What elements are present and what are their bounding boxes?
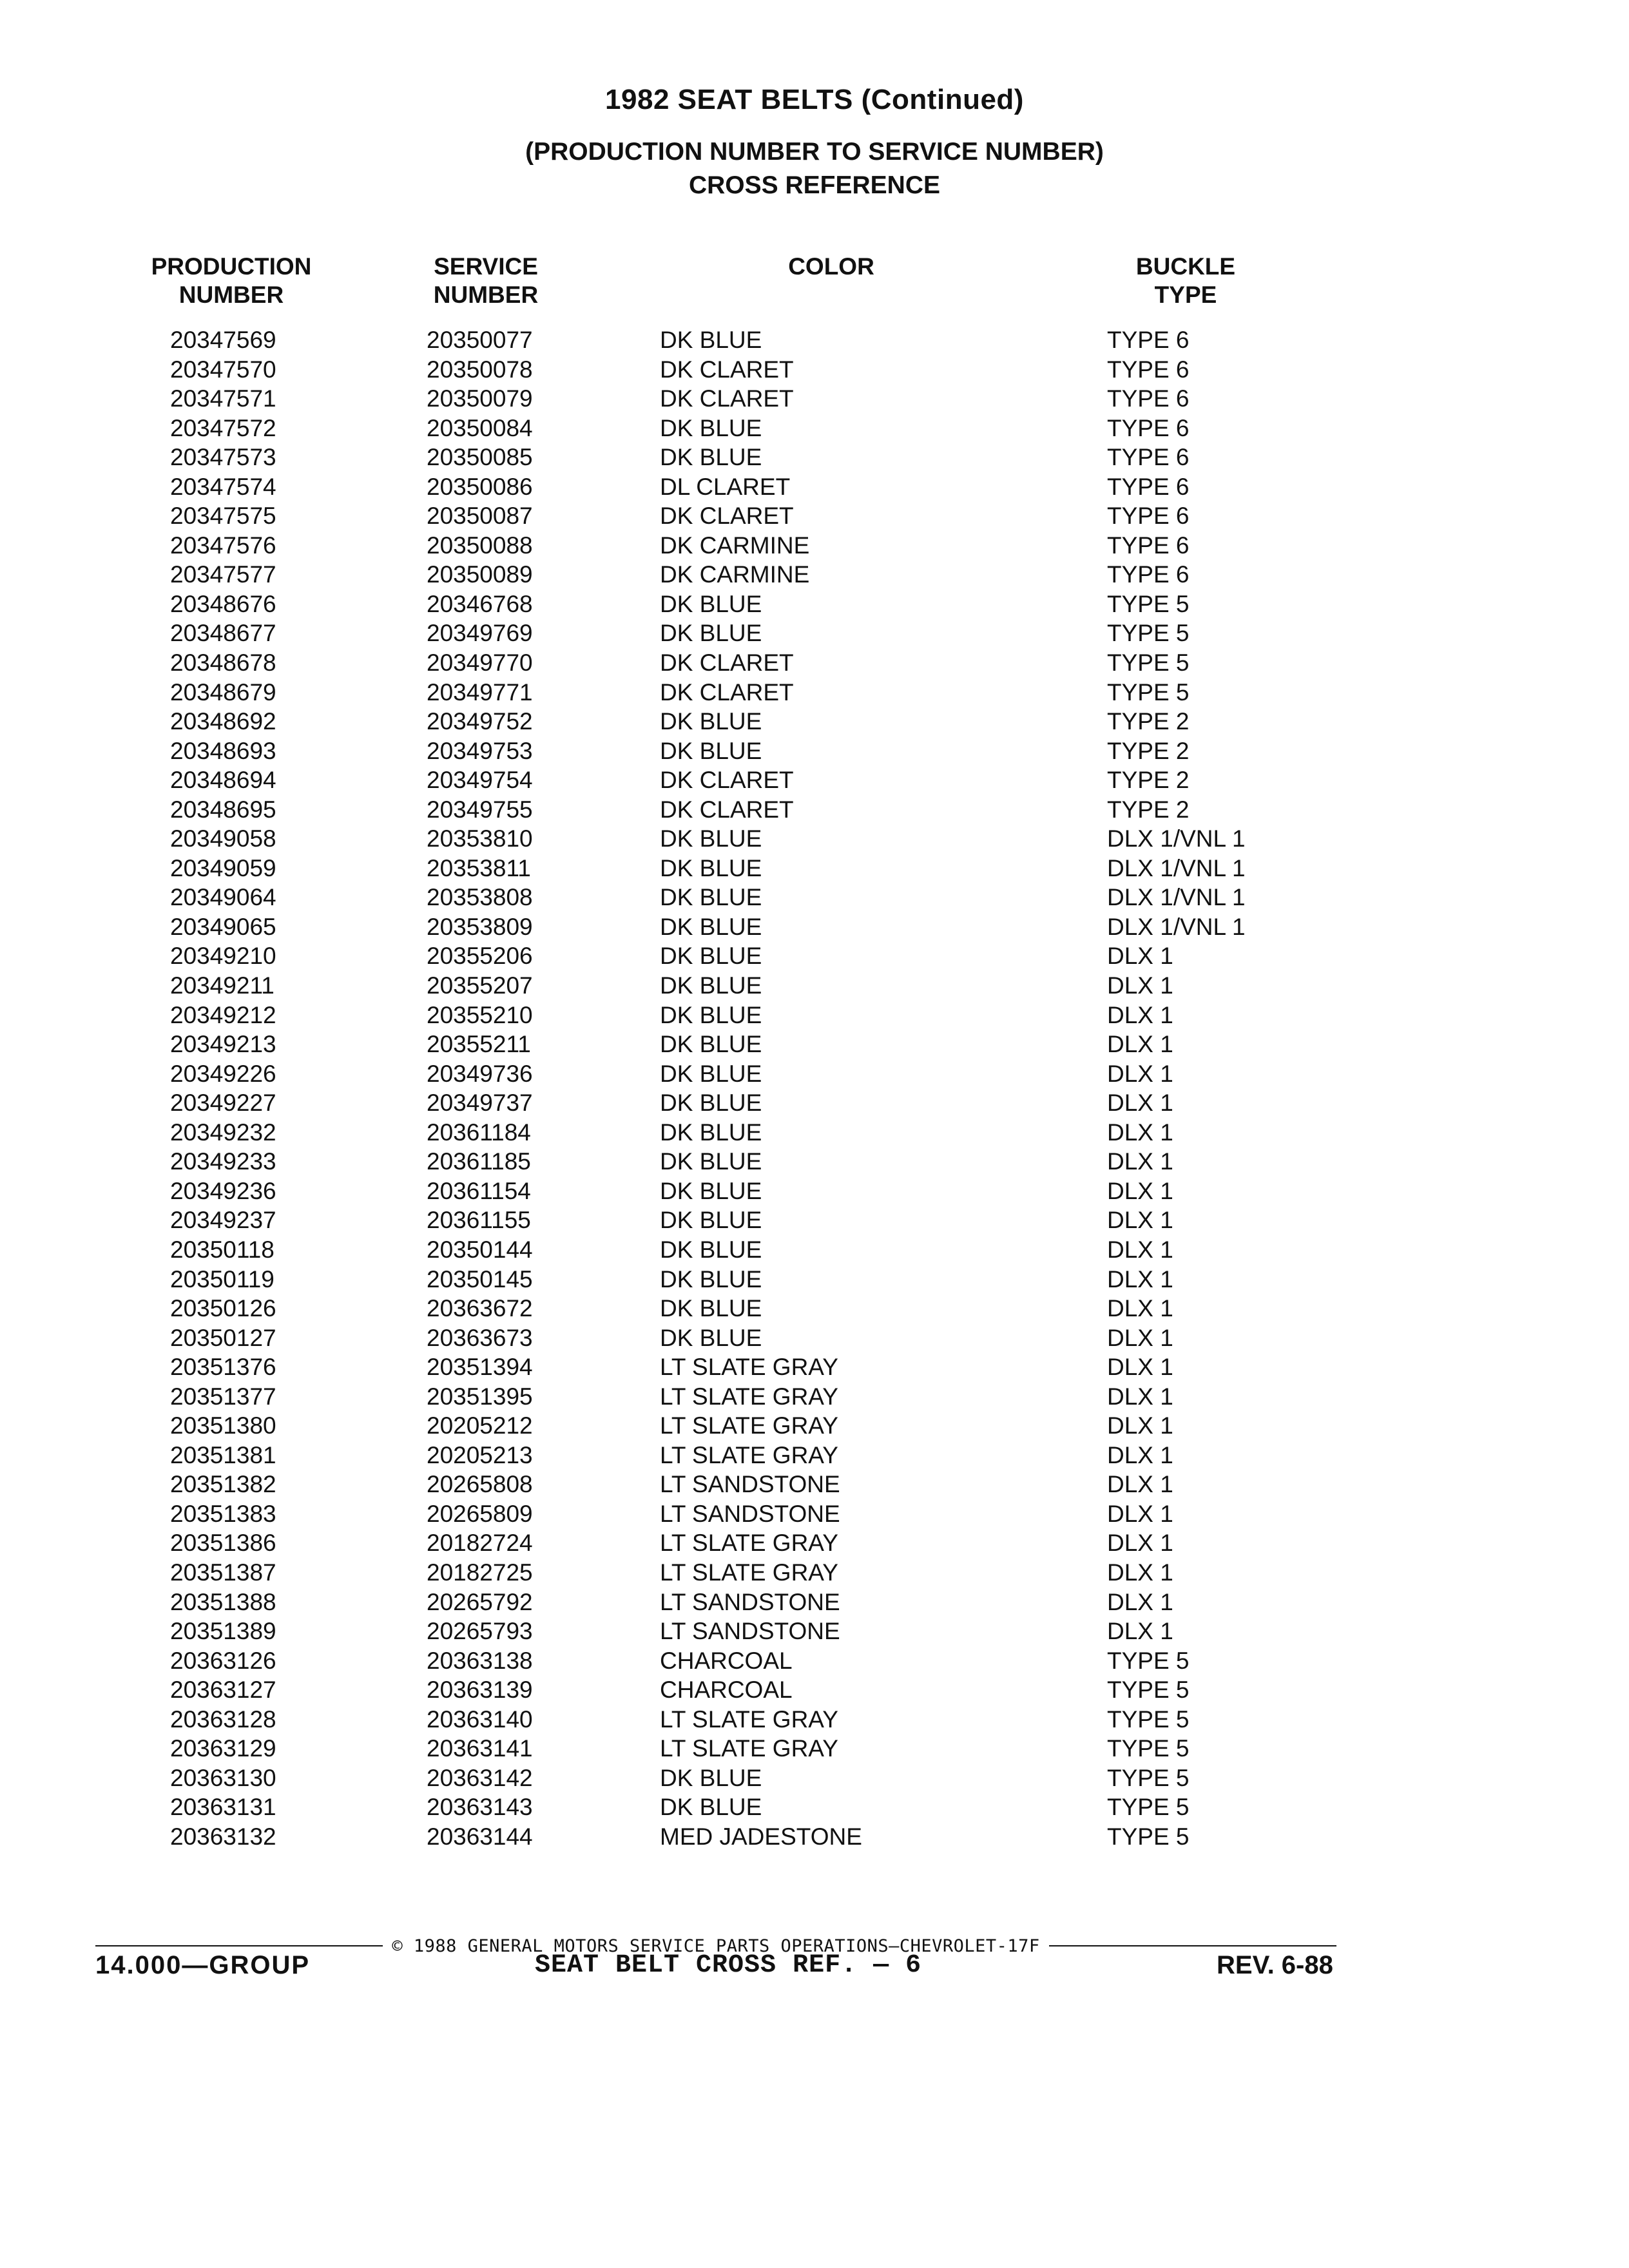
- production-number-cell: 20347575: [170, 503, 276, 530]
- buckle-type-cell: TYPE 5: [1107, 649, 1190, 677]
- color-cell: DK BLUE: [660, 1148, 762, 1175]
- service-number-cell: 20349736: [427, 1060, 533, 1087]
- buckle-type-cell: DLX 1: [1107, 1383, 1173, 1410]
- buckle-type-cell: TYPE 6: [1107, 444, 1190, 471]
- buckle-type-cell: DLX 1: [1107, 1412, 1173, 1439]
- production-number-cell: 20349212: [170, 1001, 276, 1028]
- table-row: [0, 531, 1629, 561]
- header-buckle-line-2: TYPE: [1154, 282, 1217, 308]
- header-service-number: [396, 253, 576, 309]
- production-number-cell: 20349213: [170, 1031, 276, 1058]
- color-cell: DK BLUE: [660, 1177, 762, 1204]
- table-row: [0, 1265, 1629, 1294]
- table-row: [0, 414, 1629, 443]
- color-cell: DK BLUE: [660, 708, 762, 735]
- header-production-number: [138, 253, 325, 309]
- buckle-type-cell: TYPE 5: [1107, 678, 1190, 706]
- service-number-cell: 20349752: [427, 708, 533, 735]
- production-number-cell: 20347576: [170, 532, 276, 559]
- service-number-cell: 20350089: [427, 561, 533, 588]
- service-number-cell: 20351394: [427, 1354, 533, 1381]
- service-number-cell: 20355207: [427, 972, 533, 999]
- color-cell: DK CARMINE: [660, 532, 810, 559]
- service-number-cell: 20346768: [427, 590, 533, 617]
- service-number-cell: 20363138: [427, 1647, 533, 1674]
- buckle-type-cell: TYPE 6: [1107, 327, 1190, 353]
- color-cell: MED JADESTONE: [660, 1823, 862, 1850]
- service-number-cell: 20349770: [427, 649, 533, 677]
- production-number-cell: 20363130: [170, 1764, 276, 1791]
- production-number-cell: 20351377: [170, 1383, 276, 1410]
- color-cell: DK BLUE: [660, 884, 762, 911]
- production-number-cell: 20347573: [170, 444, 276, 471]
- service-number-cell: 20350085: [427, 444, 533, 471]
- buckle-type-cell: DLX 1: [1107, 1236, 1173, 1263]
- color-cell: DK BLUE: [660, 620, 762, 647]
- table-row: [0, 1088, 1629, 1118]
- production-number-cell: 20349059: [170, 854, 276, 881]
- service-number-cell: 20355211: [427, 1031, 531, 1058]
- production-number-cell: 20363129: [170, 1735, 276, 1762]
- buckle-type-cell: DLX 1: [1107, 1354, 1173, 1381]
- service-number-cell: 20350086: [427, 473, 533, 500]
- service-number-cell: 20350145: [427, 1265, 533, 1293]
- table-row: [0, 648, 1629, 678]
- buckle-type-cell: TYPE 6: [1107, 503, 1190, 530]
- buckle-type-cell: DLX 1: [1107, 1119, 1173, 1146]
- service-number-cell: 20363142: [427, 1764, 533, 1791]
- service-number-cell: 20363144: [427, 1823, 533, 1850]
- service-number-cell: 20350087: [427, 503, 533, 530]
- table-row: [0, 1118, 1629, 1148]
- table-row: [0, 560, 1629, 590]
- table-row: [0, 1294, 1629, 1323]
- production-number-cell: 20351382: [170, 1471, 276, 1498]
- table-row: [0, 1177, 1629, 1206]
- buckle-type-cell: DLX 1: [1107, 1500, 1173, 1527]
- service-number-cell: 20349771: [427, 678, 533, 706]
- service-number-cell: 20350079: [427, 385, 533, 412]
- table-row: [0, 501, 1629, 531]
- service-number-cell: 20353811: [427, 854, 531, 881]
- table-row: [0, 1030, 1629, 1059]
- color-cell: DK BLUE: [660, 825, 762, 852]
- color-cell: LT SANDSTONE: [660, 1500, 840, 1527]
- service-number-cell: 20363143: [427, 1794, 533, 1821]
- service-number-cell: 20350077: [427, 327, 533, 353]
- service-number-cell: 20353810: [427, 825, 533, 852]
- service-number-cell: 20363673: [427, 1324, 533, 1351]
- buckle-type-cell: TYPE 5: [1107, 1706, 1190, 1733]
- color-cell: LT SLATE GRAY: [660, 1354, 838, 1381]
- buckle-type-cell: DLX 1: [1107, 1060, 1173, 1087]
- table-row: [0, 1059, 1629, 1089]
- production-number-cell: 20351380: [170, 1412, 276, 1439]
- footer-revision: REV. 6-88: [1217, 1951, 1333, 1979]
- color-cell: DK BLUE: [660, 943, 762, 970]
- table-row: [0, 1705, 1629, 1735]
- production-number-cell: 20348677: [170, 620, 276, 647]
- buckle-type-cell: TYPE 5: [1107, 1794, 1190, 1821]
- header-buckle-line-1: BUCKLE: [1135, 253, 1236, 280]
- table-row: [0, 619, 1629, 648]
- production-number-cell: 20350127: [170, 1324, 276, 1351]
- production-number-cell: 20351388: [170, 1588, 276, 1615]
- header-service-line-1: SERVICE: [434, 253, 538, 280]
- color-cell: DK CLARET: [660, 767, 794, 794]
- buckle-type-cell: DLX 1: [1107, 1207, 1173, 1234]
- table-row: [0, 1382, 1629, 1412]
- page-title: 1982 SEAT BELTS (Continued): [605, 84, 1024, 115]
- color-cell: LT SLATE GRAY: [660, 1559, 838, 1586]
- service-number-cell: 20205212: [427, 1412, 533, 1439]
- color-cell: DK CLARET: [660, 503, 794, 530]
- production-number-cell: 20350119: [170, 1265, 275, 1293]
- table-row: [0, 384, 1629, 414]
- service-number-cell: 20363140: [427, 1706, 533, 1733]
- service-number-cell: 20361155: [427, 1207, 531, 1234]
- production-number-cell: 20349065: [170, 913, 276, 940]
- table-row: [0, 883, 1629, 912]
- service-number-cell: 20355210: [427, 1001, 533, 1028]
- buckle-type-cell: DLX 1: [1107, 1265, 1173, 1293]
- buckle-type-cell: TYPE 5: [1107, 590, 1190, 617]
- production-number-cell: 20363132: [170, 1823, 276, 1850]
- subtitle-line-2: CROSS REFERENCE: [688, 171, 941, 199]
- production-number-cell: 20363127: [170, 1677, 276, 1704]
- color-cell: DK BLUE: [660, 737, 762, 764]
- production-number-cell: 20347572: [170, 414, 276, 441]
- buckle-type-cell: TYPE 5: [1107, 620, 1190, 647]
- table-row: [0, 325, 1629, 355]
- table-row: [0, 678, 1629, 707]
- table-row: [0, 795, 1629, 825]
- color-cell: DK BLUE: [660, 1001, 762, 1028]
- service-number-cell: 20205213: [427, 1441, 533, 1468]
- color-cell: DK BLUE: [660, 1060, 762, 1087]
- buckle-type-cell: DLX 1: [1107, 1588, 1173, 1615]
- table-row: [0, 1792, 1629, 1822]
- footer-section: SEAT BELT CROSS REF. — 6: [535, 1951, 922, 1980]
- color-cell: DK CLARET: [660, 796, 794, 823]
- color-cell: DK CLARET: [660, 678, 794, 706]
- service-number-cell: 20349753: [427, 737, 533, 764]
- table-row: [0, 736, 1629, 766]
- table-row: [0, 1499, 1629, 1529]
- production-number-cell: 20363128: [170, 1706, 276, 1733]
- color-cell: DK BLUE: [660, 1764, 762, 1791]
- buckle-type-cell: TYPE 5: [1107, 1823, 1190, 1850]
- buckle-type-cell: TYPE 6: [1107, 414, 1190, 441]
- production-number-cell: 20351386: [170, 1530, 276, 1557]
- buckle-type-cell: DLX 1: [1107, 1295, 1173, 1322]
- color-cell: LT SLATE GRAY: [660, 1735, 838, 1762]
- buckle-type-cell: TYPE 6: [1107, 356, 1190, 383]
- color-cell: DK BLUE: [660, 1090, 762, 1117]
- service-number-cell: 20353809: [427, 913, 533, 940]
- table-row: [0, 707, 1629, 736]
- header-buckle-type: [1102, 253, 1269, 309]
- buckle-type-cell: DLX 1: [1107, 1441, 1173, 1468]
- color-cell: DK BLUE: [660, 414, 762, 441]
- service-number-cell: 20353808: [427, 884, 533, 911]
- page-subtitle: [0, 135, 1629, 202]
- service-number-cell: 20350084: [427, 414, 533, 441]
- service-number-cell: 20182724: [427, 1530, 533, 1557]
- table-row: [0, 1352, 1629, 1382]
- color-cell: LT SANDSTONE: [660, 1471, 840, 1498]
- production-number-cell: 20351389: [170, 1618, 276, 1645]
- buckle-type-cell: TYPE 6: [1107, 532, 1190, 559]
- production-number-cell: 20363126: [170, 1647, 276, 1674]
- header-production-line-1: PRODUCTION: [151, 253, 312, 280]
- color-cell: DK BLUE: [660, 327, 762, 353]
- production-number-cell: 20349236: [170, 1177, 276, 1204]
- footer-rule-right: [1049, 1945, 1336, 1946]
- color-cell: CHARCOAL: [660, 1677, 793, 1704]
- production-number-cell: 20363131: [170, 1794, 276, 1821]
- buckle-type-cell: DLX 1: [1107, 1001, 1173, 1028]
- buckle-type-cell: DLX 1: [1107, 1471, 1173, 1498]
- buckle-type-cell: TYPE 5: [1107, 1647, 1190, 1674]
- production-number-cell: 20349233: [170, 1148, 276, 1175]
- production-number-cell: 20347570: [170, 356, 276, 383]
- footer-group: 14.000—GROUP: [95, 1951, 311, 1979]
- service-number-cell: 20361184: [427, 1119, 531, 1146]
- color-cell: DK BLUE: [660, 854, 762, 881]
- color-cell: LT SLATE GRAY: [660, 1383, 838, 1410]
- production-number-cell: 20349210: [170, 943, 276, 970]
- buckle-type-cell: TYPE 5: [1107, 1764, 1190, 1791]
- service-number-cell: 20351395: [427, 1383, 533, 1410]
- production-number-cell: 20349058: [170, 825, 276, 852]
- table-row: [0, 472, 1629, 502]
- color-cell: DK BLUE: [660, 1265, 762, 1293]
- table-row: [0, 1646, 1629, 1676]
- table-row: [0, 1441, 1629, 1470]
- buckle-type-cell: DLX 1: [1107, 1177, 1173, 1204]
- buckle-type-cell: TYPE 6: [1107, 385, 1190, 412]
- table-row: [0, 1147, 1629, 1177]
- buckle-type-cell: DLX 1: [1107, 1031, 1173, 1058]
- buckle-type-cell: DLX 1: [1107, 1530, 1173, 1557]
- color-cell: DK BLUE: [660, 913, 762, 940]
- production-number-cell: 20348692: [170, 708, 276, 735]
- production-number-cell: 20351387: [170, 1559, 276, 1586]
- production-number-cell: 20347574: [170, 473, 276, 500]
- table-row: [0, 941, 1629, 971]
- table-row: [0, 1558, 1629, 1588]
- buckle-type-cell: DLX 1: [1107, 1618, 1173, 1645]
- color-cell: DK BLUE: [660, 1207, 762, 1234]
- production-number-cell: 20351383: [170, 1500, 276, 1527]
- buckle-type-cell: DLX 1/VNL 1: [1107, 854, 1246, 881]
- color-cell: DK BLUE: [660, 1295, 762, 1322]
- buckle-type-cell: DLX 1: [1107, 972, 1173, 999]
- production-number-cell: 20348678: [170, 649, 276, 677]
- service-number-cell: 20265793: [427, 1618, 533, 1645]
- service-number-cell: 20363139: [427, 1677, 533, 1704]
- service-number-cell: 20265808: [427, 1471, 533, 1498]
- production-number-cell: 20348693: [170, 737, 276, 764]
- service-number-cell: 20355206: [427, 943, 533, 970]
- service-number-cell: 20350144: [427, 1236, 533, 1263]
- service-number-cell: 20363141: [427, 1735, 533, 1762]
- color-cell: DK BLUE: [660, 444, 762, 471]
- table-row: [0, 1411, 1629, 1441]
- subtitle-line-1: (PRODUCTION NUMBER TO SERVICE NUMBER): [525, 138, 1104, 166]
- service-number-cell: 20349755: [427, 796, 533, 823]
- service-number-cell: 20350078: [427, 356, 533, 383]
- production-number-cell: 20349211: [170, 972, 275, 999]
- table-row: [0, 1734, 1629, 1763]
- table-row: [0, 1001, 1629, 1030]
- production-number-cell: 20349226: [170, 1060, 276, 1087]
- buckle-type-cell: TYPE 2: [1107, 767, 1190, 794]
- service-number-cell: 20363672: [427, 1295, 533, 1322]
- color-cell: DK BLUE: [660, 972, 762, 999]
- color-cell: LT SLATE GRAY: [660, 1530, 838, 1557]
- production-number-cell: 20351376: [170, 1354, 276, 1381]
- table-row: [0, 971, 1629, 1001]
- color-cell: DK CLARET: [660, 385, 794, 412]
- buckle-type-cell: DLX 1: [1107, 1090, 1173, 1117]
- table-row: [0, 765, 1629, 795]
- color-cell: DK BLUE: [660, 1031, 762, 1058]
- table-row: [0, 1822, 1629, 1852]
- buckle-type-cell: DLX 1: [1107, 1148, 1173, 1175]
- buckle-type-cell: TYPE 2: [1107, 708, 1190, 735]
- color-cell: DL CLARET: [660, 473, 791, 500]
- buckle-type-cell: DLX 1: [1107, 1559, 1173, 1586]
- table-row: [0, 443, 1629, 472]
- service-number-cell: 20349754: [427, 767, 533, 794]
- production-number-cell: 20350126: [170, 1295, 276, 1322]
- buckle-type-cell: TYPE 6: [1107, 561, 1190, 588]
- service-number-cell: 20182725: [427, 1559, 533, 1586]
- header-color: [747, 253, 915, 281]
- table-row: [0, 1323, 1629, 1353]
- color-cell: DK BLUE: [660, 1119, 762, 1146]
- production-number-cell: 20351381: [170, 1441, 276, 1468]
- production-number-cell: 20350118: [170, 1236, 275, 1263]
- service-number-cell: 20350088: [427, 532, 533, 559]
- production-number-cell: 20348694: [170, 767, 276, 794]
- buckle-type-cell: DLX 1/VNL 1: [1107, 825, 1246, 852]
- production-number-cell: 20347571: [170, 385, 276, 412]
- table-row: [0, 1763, 1629, 1793]
- buckle-type-cell: DLX 1: [1107, 943, 1173, 970]
- service-number-cell: 20349769: [427, 620, 533, 647]
- header-color-label: COLOR: [788, 253, 874, 280]
- table-row: [0, 355, 1629, 385]
- production-number-cell: 20348695: [170, 796, 276, 823]
- production-number-cell: 20349237: [170, 1207, 276, 1234]
- buckle-type-cell: DLX 1/VNL 1: [1107, 913, 1246, 940]
- table-row: [0, 1675, 1629, 1705]
- table-row: [0, 1235, 1629, 1265]
- color-cell: DK BLUE: [660, 590, 762, 617]
- production-number-cell: 20347569: [170, 327, 276, 353]
- color-cell: LT SLATE GRAY: [660, 1706, 838, 1733]
- color-cell: LT SANDSTONE: [660, 1618, 840, 1645]
- color-cell: DK CLARET: [660, 649, 794, 677]
- header-production-line-2: NUMBER: [178, 282, 284, 308]
- production-number-cell: 20349227: [170, 1090, 276, 1117]
- cross-reference-table: [0, 325, 1629, 1851]
- service-number-cell: 20361154: [427, 1177, 531, 1204]
- buckle-type-cell: TYPE 5: [1107, 1735, 1190, 1762]
- table-row: [0, 1617, 1629, 1646]
- color-cell: DK CARMINE: [660, 561, 810, 588]
- production-number-cell: 20349064: [170, 884, 276, 911]
- table-row: [0, 824, 1629, 854]
- color-cell: LT SLATE GRAY: [660, 1412, 838, 1439]
- buckle-type-cell: DLX 1: [1107, 1324, 1173, 1351]
- copyright-notice: © 1988 GENERAL MOTORS SERVICE PARTS OPERATIONS—CHEVROLET-17F: [392, 1936, 1040, 1956]
- service-number-cell: 20349737: [427, 1090, 533, 1117]
- color-cell: DK BLUE: [660, 1794, 762, 1821]
- header-service-line-2: NUMBER: [433, 282, 539, 308]
- buckle-type-cell: TYPE 2: [1107, 796, 1190, 823]
- production-number-cell: 20347577: [170, 561, 276, 588]
- color-cell: DK BLUE: [660, 1236, 762, 1263]
- footer-rule-left: [95, 1945, 383, 1946]
- production-number-cell: 20349232: [170, 1119, 276, 1146]
- table-row: [0, 912, 1629, 942]
- buckle-type-cell: TYPE 6: [1107, 473, 1190, 500]
- buckle-type-cell: TYPE 2: [1107, 737, 1190, 764]
- color-cell: CHARCOAL: [660, 1647, 793, 1674]
- table-row: [0, 1470, 1629, 1499]
- buckle-type-cell: DLX 1/VNL 1: [1107, 884, 1246, 911]
- buckle-type-cell: TYPE 5: [1107, 1677, 1190, 1704]
- service-number-cell: 20361185: [427, 1148, 531, 1175]
- table-row: [0, 854, 1629, 883]
- production-number-cell: 20348676: [170, 590, 276, 617]
- service-number-cell: 20265809: [427, 1500, 533, 1527]
- color-cell: LT SANDSTONE: [660, 1588, 840, 1615]
- color-cell: DK CLARET: [660, 356, 794, 383]
- table-row: [0, 1206, 1629, 1235]
- table-row: [0, 590, 1629, 619]
- service-number-cell: 20265792: [427, 1588, 533, 1615]
- table-row: [0, 1528, 1629, 1558]
- table-row: [0, 1588, 1629, 1617]
- color-cell: LT SLATE GRAY: [660, 1441, 838, 1468]
- production-number-cell: 20348679: [170, 678, 276, 706]
- color-cell: DK BLUE: [660, 1324, 762, 1351]
